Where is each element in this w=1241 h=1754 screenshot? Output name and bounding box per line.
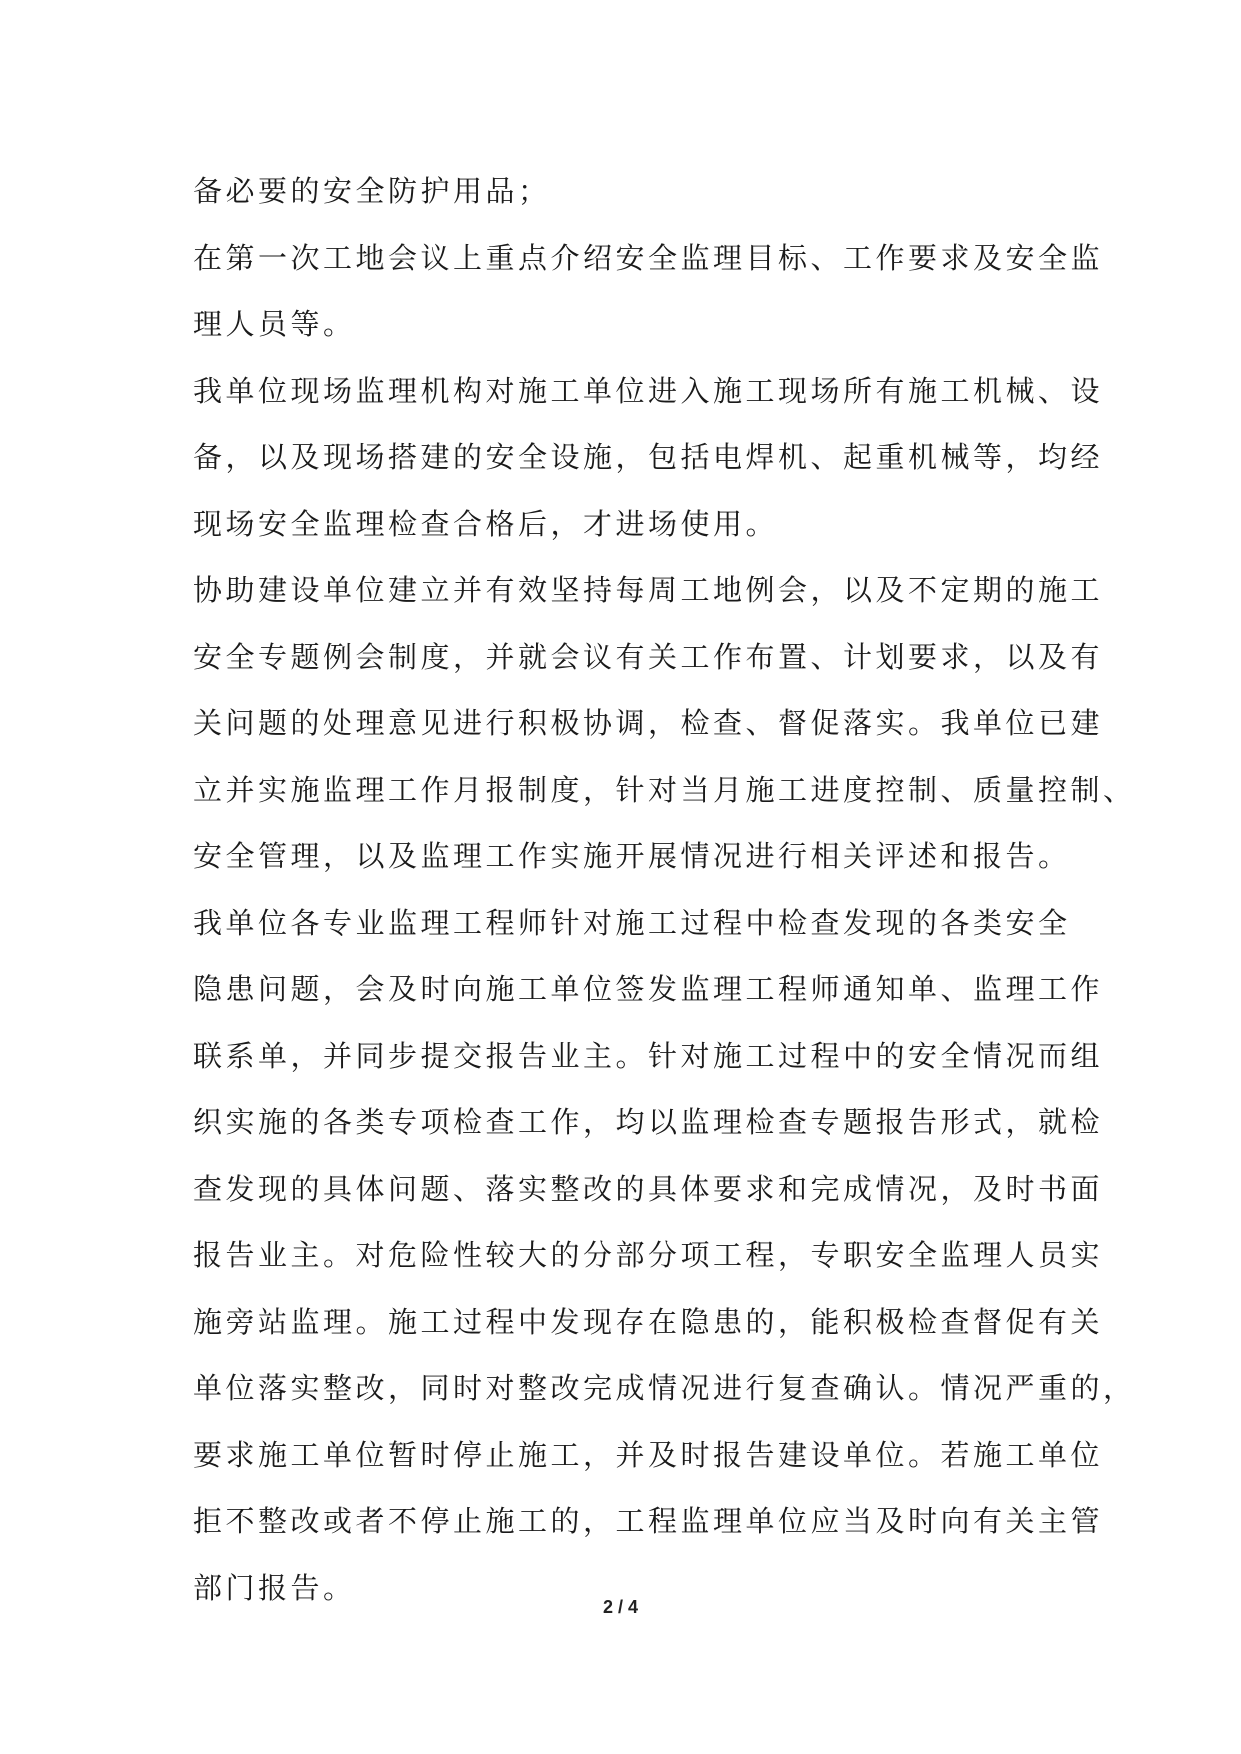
- text-line: 备，以及现场搭建的安全设施，包括电焊机、起重机械等，均经: [193, 440, 1104, 474]
- text-line: 关问题的处理意见进行积极协调，检查、督促落实。我单位已建: [193, 706, 1104, 740]
- text-line: 施旁站监理。施工过程中发现存在隐患的，能积极检查督促有关: [193, 1304, 1104, 1339]
- text-line: 备必要的安全防护用品；: [193, 174, 551, 208]
- text-line: 隐患问题，会及时向施工单位签发监理工程师通知单、监理工作: [193, 972, 1104, 1006]
- text-line: 我单位各专业监理工程师针对施工过程中检查发现的各类安全: [193, 905, 1071, 940]
- text-line: 单位落实整改，同时对整改完成情况进行复查确认。情况严重的，: [193, 1371, 1136, 1405]
- text-line: 拒不整改或者不停止施工的，工程监理单位应当及时向有关主管: [193, 1504, 1104, 1538]
- text-line: 要求施工单位暂时停止施工，并及时报告建设单位。若施工单位: [193, 1437, 1104, 1472]
- page-number: 2 / 4: [602, 1597, 639, 1617]
- text-line: 安全管理，以及监理工作实施开展情况进行相关评述和报告。: [193, 839, 1071, 873]
- text-line: 我单位现场监理机构对施工单位进入施工现场所有施工机械、设: [193, 373, 1104, 408]
- text-line: 报告业主。对危险性较大的分部分项工程，专职安全监理人员实: [193, 1238, 1104, 1272]
- text-line: 协助建设单位建立并有效坚持每周工地例会，以及不定期的施工: [193, 573, 1104, 607]
- text-line: 织实施的各类专项检查工作，均以监理检查专题报告形式，就检: [193, 1105, 1104, 1139]
- body-text: [193, 158, 1136, 1621]
- text-line: 联系单，并同步提交报告业主。针对施工过程中的安全情况而组: [193, 1038, 1104, 1073]
- text-line: 理人员等。: [193, 307, 356, 341]
- text-line: 安全专题例会制度，并就会议有关工作布置、计划要求，以及有: [193, 639, 1104, 674]
- text-line: 部门报告。: [193, 1570, 356, 1605]
- text-line: 现场安全监理检查合格后，才进场使用。: [193, 506, 779, 541]
- text-line: 在第一次工地会议上重点介绍安全监理目标、工作要求及安全监: [193, 240, 1104, 275]
- text-line: 立并实施监理工作月报制度，针对当月施工进度控制、质量控制、: [193, 772, 1136, 807]
- text-line: 查发现的具体问题、落实整改的具体要求和完成情况，及时书面: [193, 1171, 1104, 1206]
